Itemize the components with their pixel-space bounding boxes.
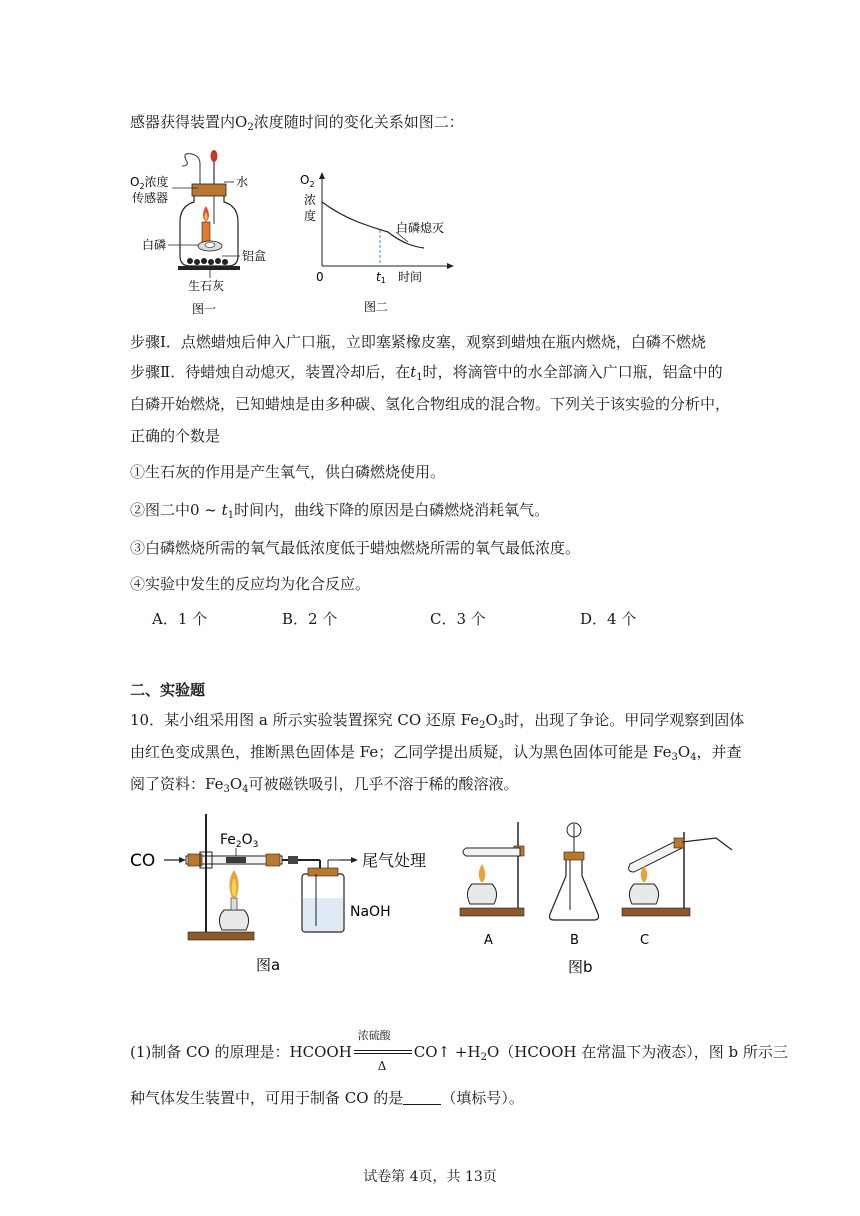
option-d: D．4 个: [580, 610, 637, 628]
q10-line-3: 阅了资料：$Fe_3O_4$可被磁铁吸引，几乎不溶于稀的酸溶液。: [130, 775, 519, 795]
fig2-y-label: $O_2$: [300, 173, 315, 189]
q10-part-1-line-2: 种气体发生装置中，可用于制备 CO 的是 （填标号）。: [130, 1089, 524, 1107]
fig2-origin: 0: [316, 270, 324, 284]
figure-b-apparatus: [454, 818, 744, 978]
option-b: B．2 个: [282, 610, 338, 628]
figure-a-apparatus: [128, 812, 448, 982]
fig2-y-label-2: 浓: [304, 193, 317, 207]
fig1-water-label: 水: [236, 175, 249, 189]
step-2-cont: 白磷开始燃烧，已知蜡烛是由多种碳、氢化合物组成的混合物。下列关于该实验的分析中，: [130, 395, 731, 413]
option-a: A．1 个: [152, 610, 208, 628]
figure-2-o2-curve: [298, 168, 468, 318]
fig1-sensor-label-2: 传感器: [132, 191, 169, 205]
option-c: C．3 个: [430, 610, 486, 628]
figb-caption: 图b: [568, 958, 593, 976]
fig1-sensor-label: $O_2$浓度: [130, 175, 169, 191]
fig1-phosphorus-label: 白磷: [142, 238, 167, 252]
figb-label-c: C: [640, 933, 650, 948]
q10-line-1: 10．某小组采用图 a 所示实验装置探究 CO 还原 $Fe_2O_3$时，出现了争论。甲同学观察到固体: [130, 711, 745, 731]
q10-part-1-line-1: (1)制备 CO 的原理是：HCOOH $\frac{\text{浓硫酸}}{\Delta}$ CO↑ $+H_2O(HCOOH$ 在常温下为液态），图 b 所示三: [130, 1029, 788, 1073]
fig2-caption: 图二: [364, 300, 389, 314]
fig2-t1: t1: [376, 270, 386, 285]
step-2-cont-2: 正确的个数是: [130, 427, 221, 445]
fig1-lime-label: 生石灰: [188, 279, 225, 293]
statement-1: ①生石灰的作用是产生氧气，供白磷燃烧使用。: [130, 463, 446, 481]
section-heading: 二、实验题: [130, 681, 206, 699]
figa-exhaust-label: 尾气处理: [362, 851, 427, 870]
reaction-condition: $\frac{\text{浓硫酸}}{\Delta}$: [352, 1042, 414, 1062]
fig2-y-label-3: 度: [304, 209, 317, 223]
figure-1-apparatus: [128, 144, 288, 319]
figa-caption: 图a: [256, 956, 281, 974]
statement-2: ②图二中0 ~ $t_1$时间内，曲线下降的原因是白磷燃烧消耗氧气。: [130, 501, 550, 521]
figa-naoh-label: NaOH: [350, 904, 391, 920]
statement-4: ④实验中发生的反应均为化合反应。: [130, 575, 371, 593]
step-1: 步骤Ⅰ．点燃蜡烛后伸入广口瓶，立即塞紧橡皮塞，观察到蜡烛在瓶内燃烧，白磷不燃烧: [130, 333, 706, 351]
q10-line-2: 由红色变成黑色，推断黑色固体是 Fe；乙同学提出质疑，认为黑色固体可能是 $Fe_3O_4$，并查: [130, 743, 742, 763]
intro-line: 感器获得装置内$O_2$浓度随时间的变化关系如图二：: [130, 113, 464, 133]
statement-3: ③白磷燃烧所需的氧气最低浓度低于蜡烛燃烧所需的氧气最低浓度。: [130, 539, 581, 557]
fig2-annotation: 白磷熄灭: [396, 221, 445, 235]
fig1-box-label: 铝盒: [242, 249, 267, 263]
step-2: 步骤Ⅱ．待蜡烛自动熄灭，装置冷却后，在$t_1$时，将滴管中的水全部滴入广口瓶，铝盒中的: [130, 363, 723, 383]
figa-co-label: CO: [130, 851, 156, 871]
figa-fe2o3-label: $Fe_2O_3$: [220, 832, 259, 850]
page-footer: 试卷第 4页，共 13页: [363, 1169, 497, 1185]
fig1-caption: 图一: [192, 302, 217, 316]
answer-blank[interactable]: [403, 1088, 441, 1105]
figb-label-b: B: [570, 933, 579, 948]
fig2-x-label: 时间: [398, 270, 423, 284]
figb-label-a: A: [484, 933, 493, 948]
